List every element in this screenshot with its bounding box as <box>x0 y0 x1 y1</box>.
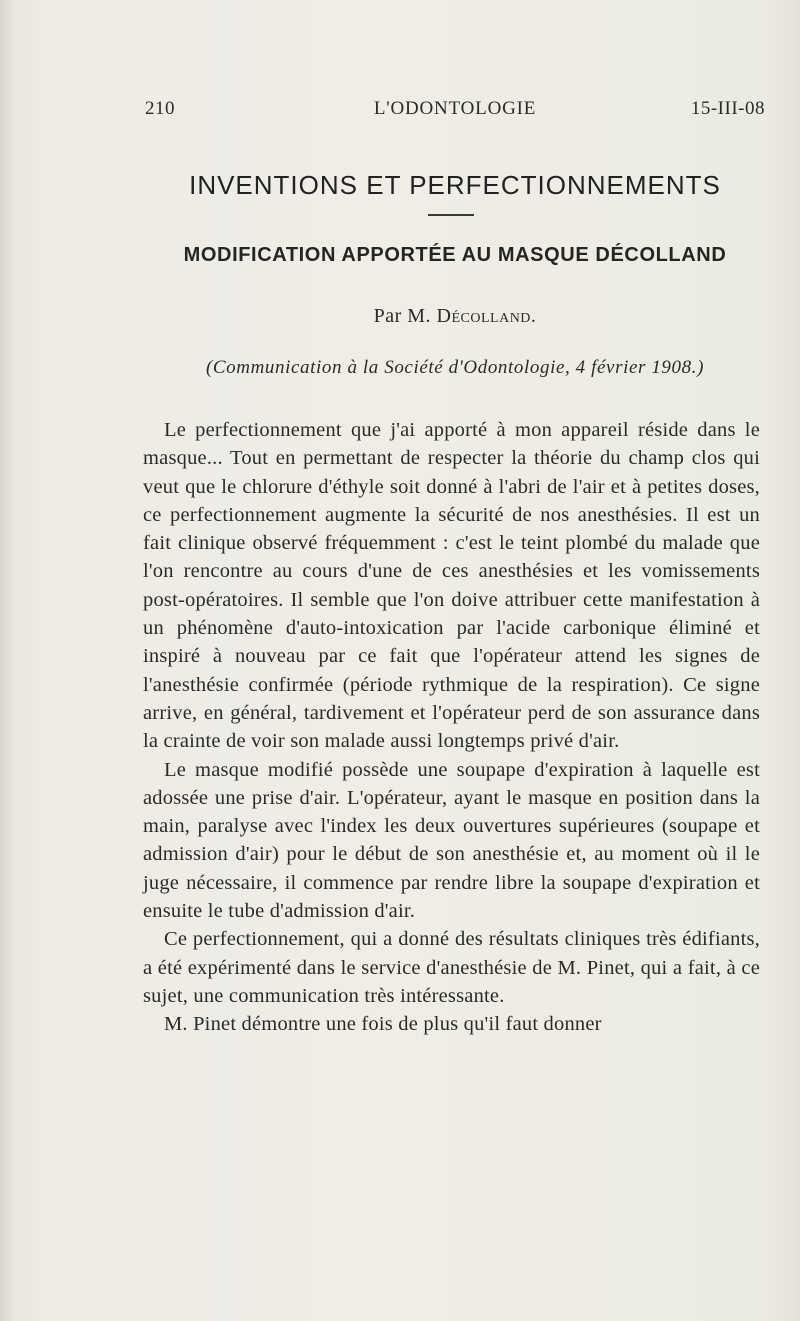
page-number: 210 <box>145 98 175 119</box>
article-title: MODIFICATION APPORTÉE AU MASQUE DÉCOLLAND <box>183 244 727 266</box>
title-rule <box>428 214 474 216</box>
page-edge-shadow <box>0 0 14 1321</box>
journal-title: L'ODONTOLOGIE <box>373 98 537 119</box>
byline-prefix: Par M. <box>373 305 432 327</box>
byline <box>140 305 770 328</box>
article-body <box>143 416 760 1039</box>
byline-author: Décolland. <box>436 305 537 327</box>
issue-date: 15-III-08 <box>690 98 765 119</box>
paragraph: Le masque modifié possède une soupape d'expiration à laquelle est adossée une prise d'air. L'opérateur, ayant le masque en position dans la main, paralyse avec l'index les deux ouvertures supérieures (soupape et admission d'air) pour le début de son anesthésie et, au moment où il le juge nécessaire, il commence par rendre libre la soupape d'expiration et ensuite le tube d'admission d'air. <box>143 758 760 923</box>
communication-note: (Communication à la Société d'Odontologie, 4 février 1908.) <box>205 357 705 378</box>
paragraph: M. Pinet démontre une fois de plus qu'il faut donner <box>164 1013 602 1036</box>
running-head <box>145 98 765 124</box>
paragraph: Le perfectionnement que j'ai apporté à mon appareil réside dans le masque... Tout en permettant de respecter la théorie du champ clos qui veut que le chlorure d'éthyle soit donné à l'abri de l'air et à petites doses, ce perfectionnement augmente la sécurité de nos anesthésies. Il est un fait clinique observé fréquemment : c'est le teint plombé du malade que l'on rencontre au cours d'une de ces anesthésies et les vomissements post-opératoires. Il semble que l'on doive attribuer cette manifestation à un phénomène d'auto-intoxication par l'acide carbonique éliminé et inspiré à nouveau par ce fait que l'opérateur attend les signes de l'anesthésie confirmée (période rythmique de la respiration). Ce signe arrive, en général, tardivement et l'opérateur perd de son assurance dans la crainte de voir son malade aussi longtemps privé d'air. <box>143 419 760 753</box>
section-title: INVENTIONS ET PERFECTIONNEMENTS <box>189 170 721 200</box>
paragraph: Ce perfectionnement, qui a donné des résultats cliniques très édifiants, a été expérimenté dans le service d'anesthésie de M. Pinet, qui a fait, à ce sujet, une communication très intéressante. <box>143 928 760 1007</box>
